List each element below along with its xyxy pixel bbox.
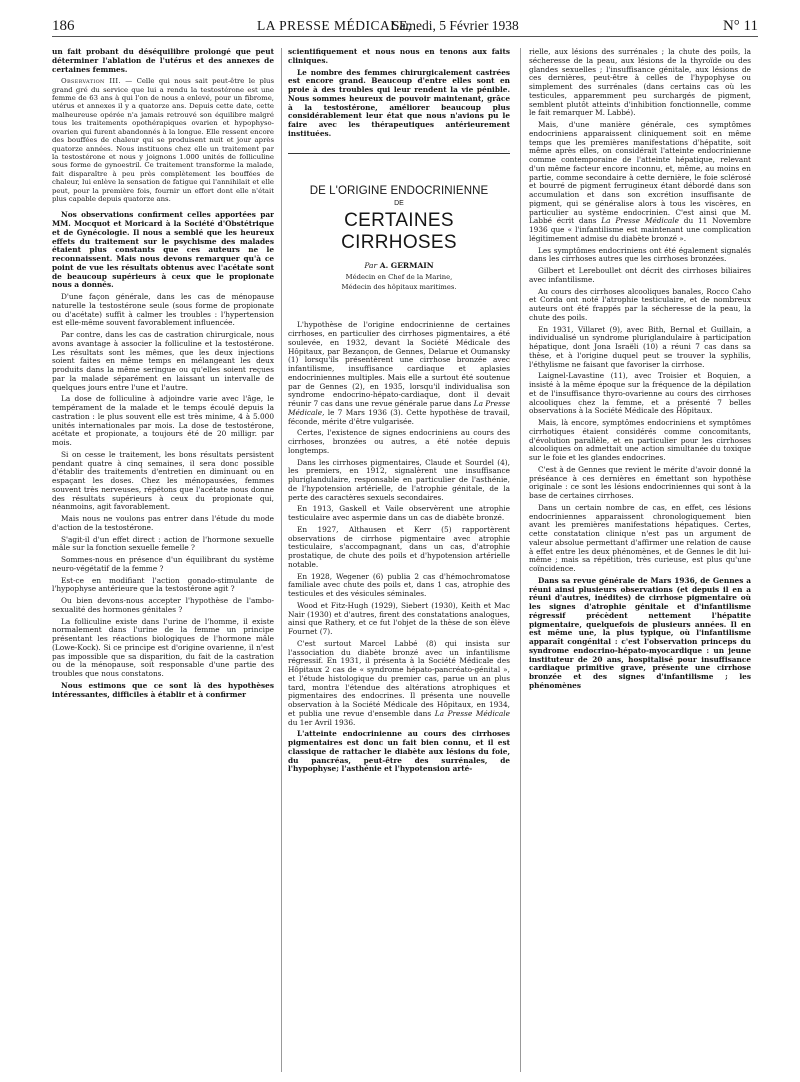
- paragraph: L'atteinte endocrinienne au cours des cirrhoses pigmentaires est donc un fait bien connu, et il est classique de rattacher le diabète aux lésions du foie, du pancréas, peut-être des surrénales, de l'hypophyse; l'asthénie et l'hypotension arté-: [288, 729, 510, 774]
- text-run: L'hypothèse de l'origine endocrinienne de certaines cirrhoses, en particulier des cirrhoses pigmentaires, a été soulevée, en 1932, devant la Société Médicale des Hôpitaux, par Bezançon, de Gennes, Delarue et Oumansky (1) lorsqu'ils présentèrent une cirrhose bronzée avec infantilisme, insuffisance cardiaque et aplasies endocriniennes multiples. Mais elle a surtout été soutenue par de Gennes (2), en 1935, lorsqu'il individualisa son syndrome endocrino-hépato-cardiaque, dont il devait réunir 7 cas dans une revue générale parue dans: [288, 320, 510, 409]
- paragraph: Laignel-Lavastine (11), avec Troisier et Boquien, a insisté à la même époque sur la fréquence de la dépilation et de l'insuffisance thyro-ovarienne au cours des cirrhoses alcooliques chez la femme, et a présenté 7 belles observations à la Société Médicale des Hôpitaux.: [529, 371, 751, 416]
- paragraph: En 1913, Gaskell et Vaile observèrent une atrophie testiculaire avec aspermie dans un cas de diabète bronzé.: [288, 504, 510, 523]
- paragraph: [288, 640, 510, 728]
- author-affiliation: Médecin en Chef de la Marine,: [345, 273, 453, 281]
- paragraph: Les symptômes endocriniens ont été également signalés dans les cirrhoses autres que les cirrhoses bronzées.: [529, 245, 751, 264]
- journal-ref: La Presse Médicale: [601, 216, 679, 226]
- paragraph: Wood et Fitz-Hugh (1929), Siebert (1930), Keith et Mac Nair (1930) et d'autres, firent des constatations analogues, ainsi que Rathery, et ce fut l'objet de la thèse de son élève Fournet (7).: [288, 600, 510, 637]
- paragraph: Nos observations confirment celles apportées par MM. Mocquot et Moricard à la Société d'Obstétrique et de Gynécologie. Il nous a semblé que les heureux effets du traitement sur le psychisme des malades étaient plus constants que ces auteurs ne le reconnaissent. Mais nous devons remarquer qu'à ce point de vue les résultats obtenus avec l'acétate sont de beaucoup supérieurs à ceux que le propionate nous a donnés.: [52, 210, 274, 290]
- byline-prefix: Par: [364, 261, 378, 271]
- paragraph: En 1931, Villaret (9), avec Bith, Bernal et Guillain, a individualisé un syndrome pluriglandulaire à participation hépatique, dont Jona Israëli (10) a réuni 7 cas dans sa thèse, et à l'origine duquel peut se trouver la syphilis, l'éthylisme ne faisant que favoriser la cirrhose.: [529, 324, 751, 369]
- paragraph: [288, 321, 510, 426]
- paragraph: C'est à de Gennes que revient le mérite d'avoir donné la préséance à ces dernières en émettant son hypothèse originale : ce sont les lésions endocriniennes qui sont à la base de certaines cirrhoses.: [529, 464, 751, 500]
- text-run: Mais, d'une manière générale, ces symptômes endocriniens apparaissent cliniquement soit en même temps que les premières manifestations d'hépatite, soit même après elles, on considérait l'atteinte endocrinienne comme contemporaine de l'atteinte hépatique, relevant d'un même facteur encore inconnu, et, même, au moins en partie, comme secondaire à cette dernière, le foie sclérosé et bourré de pigment ferrugineux étant débordé dans son accumulation et dans son excrétion insuffisante de pigment, qui se généralise alors à tous les viscères, en particulier au système endocrinien. C'est ainsi que M. Labbé écrit dans: [529, 120, 751, 226]
- journal-ref: La Presse Médicale,: [288, 399, 510, 417]
- article-heading: [288, 184, 510, 292]
- column-3: [529, 48, 751, 1072]
- observation-paragraph: [52, 77, 274, 203]
- article-title-line-3: CERTAINES CIRRHOSES: [341, 210, 457, 254]
- column-2: [288, 48, 510, 1072]
- paragraph: En 1928, Wegener (6) publia 2 cas d'hémochromatose familiale avec chute des poils et, dans 1 cas, atrophie des testicules et des vésicules séminales.: [288, 571, 510, 599]
- paragraph: Dans les cirrhoses pigmentaires, Claude et Sourdel (4), les premiers, en 1912, signalèrent une insuffisance pluriglandulaire, responsable en particulier de l'asthénie, de l'hypotension artérielle, de l'atrophie génitale, de la perte des caractères sexuels secondaires.: [288, 457, 510, 502]
- article-title-line-1: DE L'ORIGINE ENDOCRINIENNE: [309, 184, 489, 197]
- paragraph: Mais nous ne voulons pas entrer dans l'étude du mode d'action de la testostérone.: [52, 514, 274, 532]
- article-byline: [288, 262, 510, 271]
- text-run: du 1er Avril 1936.: [288, 717, 356, 727]
- paragraph: Par contre, dans les cas de castration chirurgicale, nous avons avantage à associer la folliculine et la testostérone. Les résultats sont les mêmes, que les deux injections soient faites en même temps en mélangeant les deux produits dans la même seringue ou qu'elles soient reçues par la malade séparément en laissant un intervalle de quelques jours entre l'une et l'autre.: [52, 330, 274, 392]
- observation-label: Observation III.: [61, 77, 121, 86]
- issue-number: N° 11: [722, 18, 758, 34]
- paragraph: un fait probant du déséquilibre prolongé que peut déterminer l'ablation de l'utérus et des annexes de certaines femmes.: [52, 48, 274, 74]
- column-divider: [520, 48, 521, 1072]
- journal-ref: La Presse Médicale: [434, 708, 510, 718]
- paragraph: S'agit-il d'un effet direct : action de l'hormone sexuelle mâle sur la fonction sexuelle femelle ?: [52, 534, 274, 553]
- text-run: C'est surtout Marcel Labbé (8) qui insista sur l'association du diabète bronzé avec un infantilisme régressif. En 1931, il présenta à la Société Médicale des Hôpitaux 2 cas de « syndrome hépato-pancréato-génital », et l'étude histologique du premier cas, parue un an plus tard, montra l'étendue des altérations atrophiques et pigmentaires des endocrines. Il présenta une nouvelle observation à la Société Médicale des Hôpitaux, en 1934, et publia une revue d'ensemble dans: [288, 638, 510, 718]
- paragraph: Dans sa revue générale de Mars 1936, de Gennes a réuni ainsi plusieurs observations (et depuis il en a réuni d'autres, inédites) de cirrhose pigmentaire où les signes d'atrophie génitale et d'infantilisme régressif précèdent nettement l'hépatite pigmentaire, quelquefois de plusieurs années. Il en est même une, la plus typique, où l'infantilisme apparaît congénital : c'est l'observation princeps du syndrome endocrino-hépato-myocardique : un jeune instituteur de 20 ans, hospitalisé pour insuffisance cardiaque primitive grave, présente une cirrhose bronzée et des signes d'infantilisme ; les phénomènes: [529, 575, 751, 690]
- paragraph: Est-ce en modifiant l'action gonado-stimulante de l'hypophyse antérieure que la testostérone agit ?: [52, 575, 274, 594]
- paragraph: Ou bien devons-nous accepter l'hypothèse de l'ambo-sexualité des hormones génitales ?: [52, 596, 274, 614]
- header-rule: [52, 36, 758, 37]
- paragraph: scientifiquement et nous nous en tenons aux faits cliniques.: [288, 48, 510, 65]
- text-run: du 11 Novembre 1936 que « l'infantilisme est maintenant une complication légitimement admise du diabète bronzé ».: [529, 216, 751, 243]
- page-number: 186: [52, 18, 75, 34]
- article-rule: [288, 153, 510, 154]
- paragraph: [529, 121, 751, 244]
- paragraph: Au cours des cirrhoses alcooliques banales, Rocco Caho et Corda ont noté l'atrophie testiculaire, et de nombreux auteurs ont été frappés par la sécheresse de la peau, la chute des poils.: [529, 286, 751, 322]
- author-affiliation: Médecin des hôpitaux maritimes.: [341, 283, 457, 292]
- paragraph: La folliculine existe dans l'urine de l'homme, il existe normalement dans l'urine de la femme un principe présentant les réactions biologiques de l'hormone mâle (Lowe-Kock). Si ce principe est d'origine ovarienne, il n'est pas impossible que sa disparition, du fait de la castration ou de la ménopause, soit responsable d'une partie des troubles que nous constatons.: [52, 616, 274, 679]
- paragraph: Nous estimons que ce sont là des hypothèses intéressantes, difficiles à établir et à confirmer: [52, 680, 274, 699]
- article-title-line-2: DE: [394, 199, 404, 207]
- paragraph: Gilbert et Lereboullet ont décrit des cirrhoses biliaires avec infantilisme.: [529, 266, 751, 284]
- paragraph: Mais, là encore, symptômes endocriniens et symptômes cirrhotiques étaient considérés comme concomitants, d'évolution parallèle, et en particulier pour les cirrhoses alcooliques on admettait une action simultanée du toxique sur le foie et les glandes endocrines.: [529, 418, 751, 462]
- paragraph: Sommes-nous en présence d'un équilibrant du système neuro-végétatif de la femme ?: [52, 555, 274, 573]
- paragraph: La dose de folliculine à adjoindre varie avec l'âge, le tempérament de la malade et le temps écoulé depuis la castration : le plus souvent elle est très minime, 4 à 5.000 unités internationales par mois. La dose de testostérone, acétate et propionate, a toujours été de 20 milligr. par mois.: [52, 394, 274, 448]
- column-1: [52, 48, 274, 1072]
- text-run: le 7 Mars 1936 (3). Cette hypothèse de travail, féconde, mérite d'être vulgarisée.: [288, 407, 510, 426]
- issue-date: Samedi, 5 Février 1938: [392, 18, 519, 33]
- journal-title: LA PRESSE MÉDICALE,: [257, 18, 412, 33]
- paragraph: Si on cesse le traitement, les bons résultats persistent pendant quatre à cinq semaines, il sera donc possible d'établir des traitements d'entretien en diminuant ou en espaçant les doses. Chez les ménopausées, femmes souvent très nerveuses, répétons que l'acétate nous donne des résultats supérieurs à ceux du propionate qui, néanmoins, agit favorablement.: [52, 449, 274, 512]
- paragraph: rielle, aux lésions des surrénales ; la chute des poils, la sécheresse de la peau, aux lésions de la thyroïde ou des glandes sexuelles ; l'insuffisance génitale, aux lésions de ces dernières, peut-être à celles de l'hypophyse ou simplement des surrénales (dans certains cas où les testicules, apparemment peu surchargés de pigment, semblent plutôt atteints d'inhibition fonctionnelle, comme le fait remarquer M. Labbé).: [529, 48, 751, 118]
- paragraph: Le nombre des femmes chirurgicalement castrées est encore grand. Beaucoup d'entre elles sont en proie à des troubles qui leur rendent la vie pénible. Nous sommes heureux de pouvoir maintenant, grâce à la testostérone, améliorer beaucoup plus considérablement leur état que nous n'avions pu le faire avec les thérapeutiques antérieurement instituées.: [288, 67, 510, 138]
- observation-text: — Celle qui nous sait peut-être le plus grand gré du service que lui a rendu la testostérone est une femme de 63 ans à qui l'on de nous a enlevé, pour un fibrome, utérus et annexes il y a quatorze ans. Depuis cette date, cette malheureuse opérée n'a jamais retrouvé son équilibre malgré tous les traitements opothérapiques ovarien et hypophyso-ovarien qui furent abandonnés à la longue. Elle ressent encore des bouffées de chaleur qui se produisent nuit et jour après quatorze années. Nous instituons chez elle un traitement par la testostérone et nous y joignons 1.000 unités de folliculine sous forme de gynoestril. Ce traitement transforme la malade, fait disparaître à peu près complètement les bouffées de chaleur, lui enlève la sensation de fatigue qui l'annihilait et elle peut, pour la première fois, fournir un effort dont elle n'était plus capable depuis quatorze ans.: [52, 77, 274, 203]
- paragraph: En 1927, Althausen et Kerr (5) rapportèrent observations de cirrhose pigmentaire avec atrophie testiculaire, s'accompagnant, dans un cas, d'atrophie prostatique, de chute des poils et d'hypotension artérielle notable.: [288, 524, 510, 569]
- article-author: A. GERMAIN: [379, 261, 434, 271]
- paragraph: Certes, l'existence de signes endocriniens au cours des cirrhoses, bronzées ou autres, a été notée depuis longtemps.: [288, 428, 510, 455]
- column-divider: [281, 48, 282, 1072]
- paragraph: D'une façon générale, dans les cas de ménopause naturelle la testostérone seule (sous forme de propionate ou d'acétate) suffit à calmer les troubles : l'hypertension est elle-même souvent favorablement influencée.: [52, 292, 274, 328]
- paragraph: Dans un certain nombre de cas, en effet, ces lésions endocriniennes apparaissent chronologiquement bien avant les premières manifestations hépatiques. Certes, cette constatation clinique n'est pas un argument de valeur absolue permettant d'affirmer une relation de cause à effet entre les deux phénomènes, et de Gennes le dit lui-même ; mais sa répétition, très curieuse, est plus qu'une coïncidence.: [529, 502, 751, 573]
